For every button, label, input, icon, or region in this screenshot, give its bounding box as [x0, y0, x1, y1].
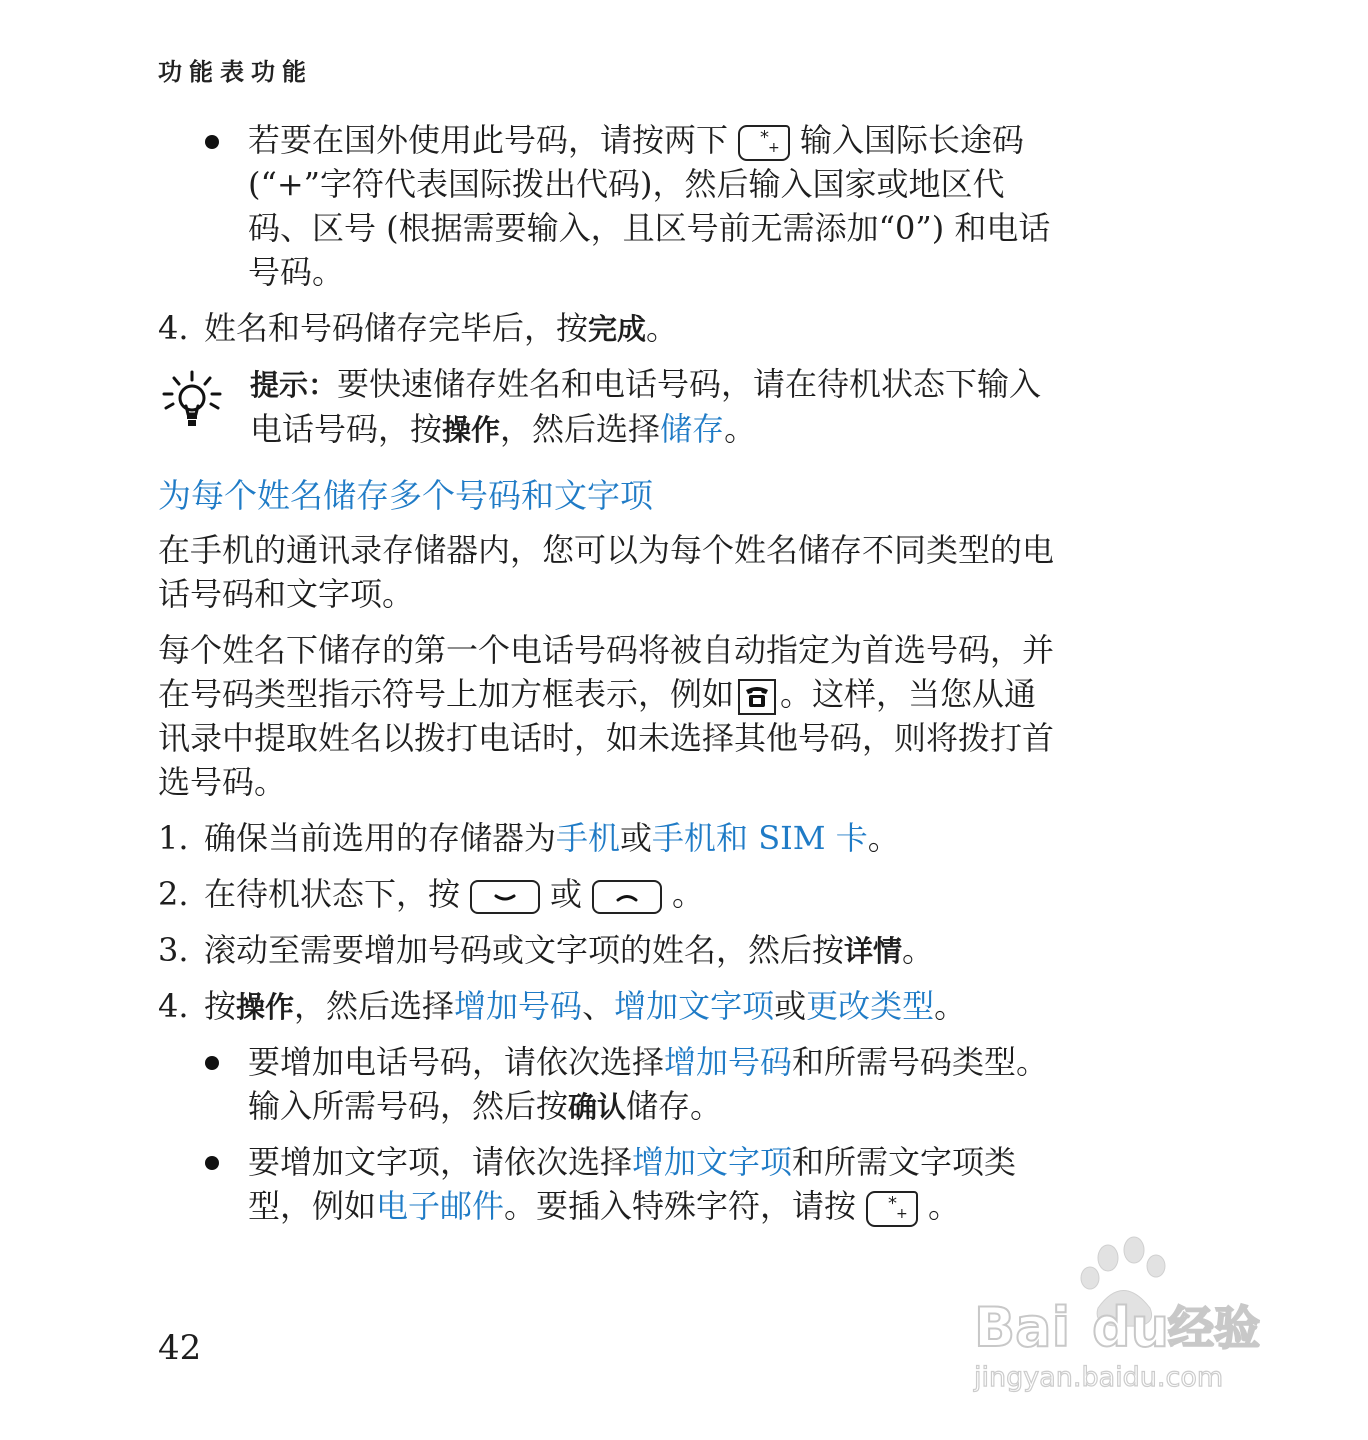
para-line: 每个姓名下储存的第一个电话号码将被自动指定为首选号码，并 [158, 631, 1055, 669]
punct: 。 [867, 819, 900, 857]
phone-box-icon [738, 679, 776, 715]
punct: 。 [928, 1187, 961, 1225]
punct: 、 [582, 987, 615, 1025]
step-1 [204, 816, 900, 860]
punct: 。 [672, 875, 705, 913]
tip-text: ，然后选择 [500, 410, 661, 448]
paragraph-2 [158, 628, 1218, 804]
softkey-ok: 确认 [568, 1090, 627, 1124]
menu-save: 储存 [660, 410, 725, 448]
section-heading: 为每个姓名储存多个号码和文字项 [158, 476, 653, 515]
step-body: 或 [620, 819, 653, 857]
sub-bullet-text [248, 1140, 1228, 1228]
step-number: 1. [158, 819, 189, 857]
scroll-up-key-icon [592, 880, 662, 914]
bullet-line [248, 1140, 1228, 1184]
para-text: 。这样，当您从通 [780, 675, 1037, 713]
star-plus-key-icon: * + [738, 125, 790, 161]
softkey-details: 详情 [844, 934, 903, 968]
bullet-line [248, 118, 1228, 162]
para-text: 在号码类型指示符号上加方框表示，例如 [158, 675, 735, 713]
bullet-dot [205, 1156, 219, 1170]
step-3 [204, 928, 934, 973]
para-line: 话号码和文字项。 [158, 575, 415, 613]
option-change-type: 更改类型 [806, 987, 935, 1025]
step-number: 4. [158, 987, 189, 1025]
tip-label: 提示： [250, 368, 338, 402]
bullet-text: 储存。 [626, 1087, 723, 1125]
svg-text:Bai: Bai [974, 1296, 1071, 1359]
svg-text:du: du [1092, 1296, 1170, 1359]
option-phone: 手机 [556, 819, 621, 857]
tip-line [250, 362, 1210, 407]
step-text [204, 306, 678, 351]
bullet-dot [205, 135, 219, 149]
bullet-text: 。要插入特殊字符，请按 [504, 1187, 857, 1225]
step-body: 或 [550, 875, 583, 913]
svg-text:经验: 经验 [1168, 1301, 1260, 1355]
tip-text: 要快速储存姓名和电话号码，请在待机状态下输入 [337, 365, 1042, 403]
option-add-number: 增加号码 [664, 1043, 793, 1081]
punct: 。 [902, 931, 935, 969]
bullet-line [248, 1184, 1228, 1228]
step-number: 4. [158, 309, 189, 347]
option-add-number: 增加号码 [454, 987, 583, 1025]
bullet-line: 码、区号 (根据需要输入，且区号前无需添加“0”) 和电话 [248, 209, 1051, 247]
softkey-options: 操作 [442, 413, 501, 447]
lightbulb-icon [160, 370, 224, 432]
step-body: 或 [774, 987, 807, 1025]
step-body: ，然后选择 [294, 987, 455, 1025]
running-header: 功能表功能 [158, 58, 313, 86]
bullet-text: 若要在国外使用此号码，请按两下 [248, 121, 729, 159]
bullet-text: 和所需文字项类 [792, 1143, 1017, 1181]
sub-bullet-number [248, 1040, 1228, 1129]
step-body: 按 [204, 987, 237, 1025]
punct: 。 [724, 410, 757, 448]
step-body: 在待机状态下，按 [204, 875, 461, 913]
bullet-text: 要增加文字项，请依次选择 [248, 1143, 633, 1181]
softkey-options: 操作 [236, 990, 295, 1024]
bullet-line: (“+”字符代表国际拨出代码)，然后输入国家或地区代 [248, 165, 1005, 203]
bullet-text: 和所需号码类型。 [792, 1043, 1049, 1081]
para-line [158, 672, 1218, 716]
bullet-line [248, 1084, 1228, 1129]
page-number: 42 [158, 1328, 202, 1368]
softkey-done: 完成 [588, 312, 647, 346]
bullet-dot [205, 1056, 219, 1070]
punct: 。 [646, 309, 679, 347]
bullet-line: 号码。 [248, 253, 345, 291]
bullet-text: 输入国际长途码 [800, 121, 1025, 159]
paragraph-1 [158, 528, 1218, 616]
para-line: 在手机的通讯录存储器内，您可以为每个姓名储存不同类型的电 [158, 531, 1055, 569]
step-body: 确保当前选用的存储器为 [204, 819, 557, 857]
step-body: 姓名和号码储存完毕后，按 [204, 309, 589, 347]
bullet-text: 输入所需号码，然后按 [248, 1087, 569, 1125]
baidu-watermark-logo [968, 1228, 1298, 1398]
bullet-text: 型，例如 [248, 1187, 377, 1225]
option-email: 电子邮件 [376, 1187, 505, 1225]
option-phone-and-sim: 手机和 SIM 卡 [652, 819, 868, 857]
star-plus-key-icon: * + [866, 1191, 918, 1227]
para-line: 讯录中提取姓名以拨打电话时，如未选择其他号码，则将拨打首 [158, 719, 1055, 757]
tip-block [250, 362, 1210, 452]
bullet-line [248, 1040, 1228, 1084]
step-body: 滚动至需要增加号码或文字项的姓名，然后按 [204, 931, 845, 969]
option-add-text: 增加文字项 [632, 1143, 793, 1181]
tip-line [250, 407, 1210, 452]
bullet-text: 要增加电话号码，请依次选择 [248, 1043, 665, 1081]
step-4 [204, 984, 966, 1029]
svg-text:jingyan.baidu.com: jingyan.baidu.com [974, 1362, 1224, 1393]
scroll-down-key-icon [470, 880, 540, 914]
step-number: 3. [158, 931, 189, 969]
tip-text: 电话号码，按 [250, 410, 443, 448]
bullet-international [248, 118, 1228, 294]
step-number: 2. [158, 875, 189, 913]
step-2 [204, 872, 704, 916]
option-add-text: 增加文字项 [614, 987, 775, 1025]
para-line: 选号码。 [158, 763, 287, 801]
punct: 。 [934, 987, 967, 1025]
